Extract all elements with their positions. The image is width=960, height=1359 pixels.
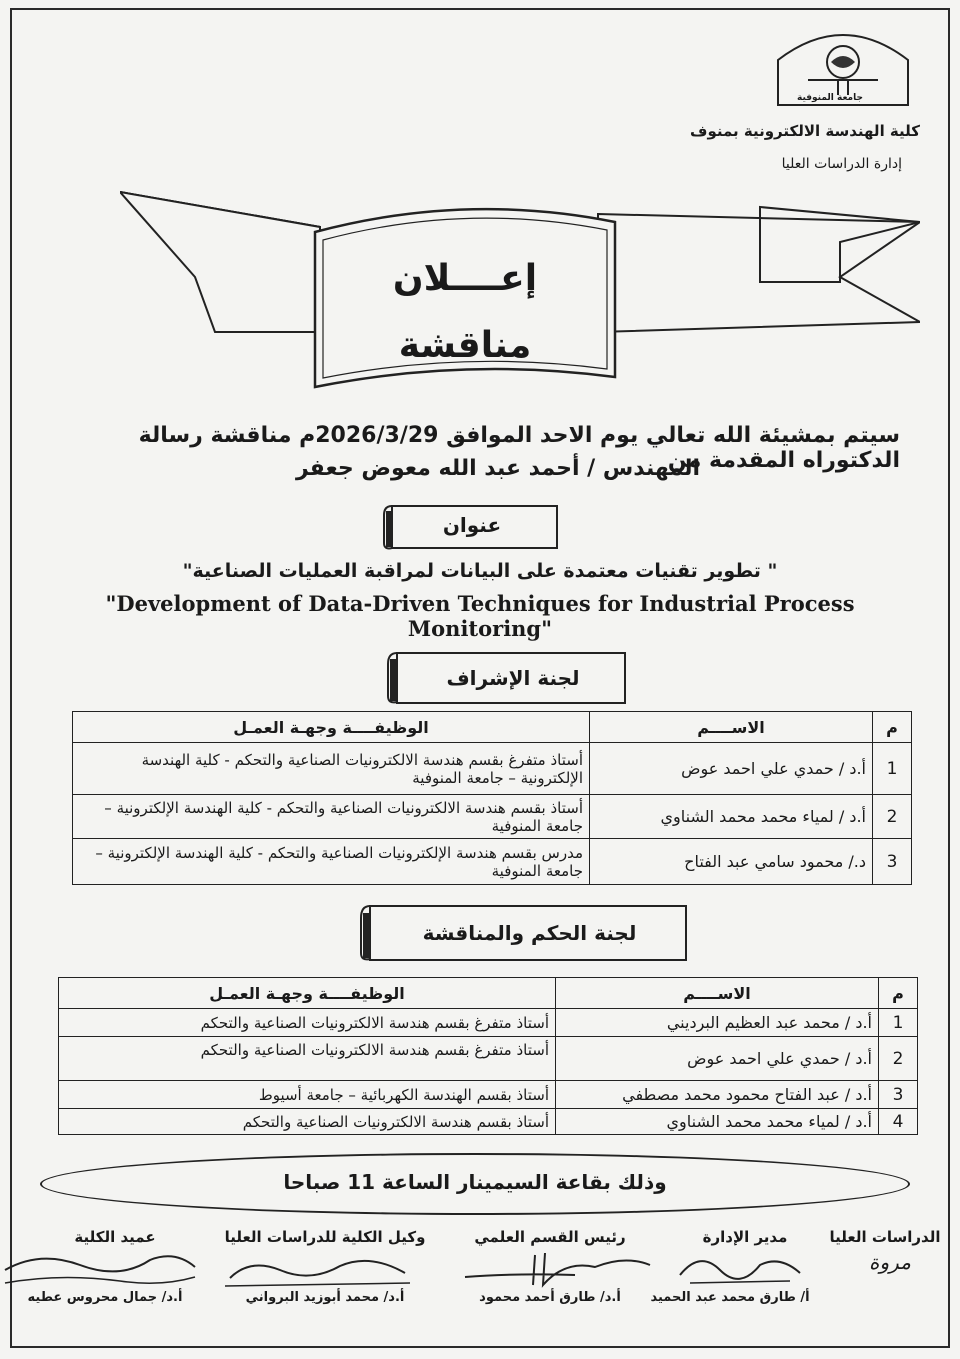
sig-name-vice-dean: أ.د/ محمد أبوزيد البرواني	[245, 1290, 405, 1305]
row-job: مدرس بقسم هندسة الإلكترونيات الصناعية والتحكم - كلية الهندسة الإلكترونية – جامعة المنوفية	[73, 839, 590, 885]
signature-scribble-vice-dean	[220, 1248, 420, 1293]
row-num: 2	[879, 1037, 918, 1081]
row-name: أ.د / حمدي علي احمد عوض	[556, 1037, 879, 1081]
row-num: 3	[873, 839, 912, 885]
row-name: أ.د / لمياء محمد محمد الشناوي	[590, 795, 873, 839]
sig-title-graduate-studies: الدراسات العليا	[829, 1228, 941, 1246]
row-num: 4	[879, 1109, 918, 1135]
row-job: أستاذ بقسم هندسة الالكترونيات الصناعية والتحكم	[59, 1109, 556, 1135]
supervision-label: لجنة الإشراف	[446, 666, 580, 690]
row-num: 3	[879, 1081, 918, 1109]
sig-title-admin-director: مدير الإدارة	[702, 1228, 788, 1246]
committee-label: لجنة الحكم والمناقشة	[422, 921, 637, 945]
row-name: أ.د / حمدي علي احمد عوض	[590, 743, 873, 795]
row-num: 1	[873, 743, 912, 795]
supervision-table	[72, 711, 912, 885]
venue-time-note: وذلك بقاعة السيمينار الساعة 11 صباحا	[283, 1170, 667, 1194]
table-row	[59, 1081, 918, 1109]
row-num: 1	[879, 1009, 918, 1037]
committee-table	[58, 977, 918, 1135]
table-row	[59, 1037, 918, 1081]
logo-caption: جامعة المنوفية	[797, 93, 863, 103]
table-row	[73, 795, 912, 839]
row-job: أستاذ متفرغ بقسم هندسة الالكترونيات الصناعية والتحكم - كلية الهندسة الإلكترونية – جامعة المنوفية	[73, 743, 590, 795]
thesis-title-english: "Development of Data-Driven Techniques for Industrial Process Monitoring"	[105, 591, 855, 641]
thesis-title-arabic: " تطوير تقنيات معتمدة على البيانات لمراقبة العمليات الصناعية"	[182, 560, 778, 582]
sig-name-graduate-studies: مروة	[869, 1250, 911, 1274]
title-label: عنوان	[442, 513, 502, 537]
row-name: أ.د / محمد عبد العظيم البرديني	[556, 1009, 879, 1037]
col-job-header: الوظيفــــة وجهـة العمـل	[59, 978, 556, 1009]
sig-title-department-head: رئيس القسم العلمي	[474, 1228, 626, 1246]
col-name-header: الاســــم	[590, 712, 873, 743]
announcement-line-1: سيتم بمشيئة الله تعالي يوم الاحد الموافق 2026/3/29م مناقشة رسالة الدكتوراه المقدمة من	[138, 423, 900, 473]
candidate-name: المهندس / أحمد عبد الله معوض جعفر	[295, 456, 700, 481]
row-num: 2	[873, 795, 912, 839]
table-row	[73, 839, 912, 885]
signature-scribble-admin	[660, 1245, 810, 1290]
sig-name-dean: أ.د/ جمال محروس عطيه	[27, 1290, 183, 1305]
banner-line-1: إعــــلان	[392, 258, 538, 299]
row-job: أستاذ متفرغ بقسم هندسة الالكترونيات الصناعية والتحكم	[59, 1009, 556, 1037]
col-job-header: الوظيفــــة وجهـة العمـل	[73, 712, 590, 743]
row-name: أ.د / لمياء محمد محمد الشناوي	[556, 1109, 879, 1135]
row-job: أستاذ بقسم الهندسة الكهربائية – جامعة أسيوط	[59, 1081, 556, 1109]
sig-name-department-head: أ.د/ طارق أحمد محمود	[479, 1290, 621, 1305]
signature-scribble-department	[455, 1245, 665, 1290]
signature-scribble-dean	[0, 1245, 200, 1295]
department-name: إدارة الدراسات العليا	[781, 156, 902, 172]
table-row	[59, 1109, 918, 1135]
table-row	[73, 743, 912, 795]
row-job: أستاذ متفرغ بقسم هندسة الالكترونيات الصناعية والتحكم	[59, 1037, 556, 1081]
banner-line-2: مناقشة	[398, 325, 532, 366]
sig-title-dean: عميد الكلية	[74, 1228, 156, 1246]
row-name: أ.د / عبد الفتاح محمود محمد مصطفي	[556, 1081, 879, 1109]
row-name: د./ محمود سامي عبد الفتاح	[590, 839, 873, 885]
col-num-header: م	[873, 712, 912, 743]
sig-name-admin-director: أ/ طارق محمد عبد الحميد	[650, 1290, 810, 1305]
col-num-header: م	[879, 978, 918, 1009]
faculty-name: كلية الهندسة الالكترونية بمنوف	[690, 122, 920, 140]
row-job: أستاذ بقسم هندسة الالكترونيات الصناعية والتحكم - كلية الهندسة الإلكترونية – جامعة المنوفية	[73, 795, 590, 839]
table-row	[59, 1009, 918, 1037]
sig-title-vice-dean: وكيل الكلية للدراسات العليا	[224, 1228, 426, 1246]
col-name-header: الاســــم	[556, 978, 879, 1009]
